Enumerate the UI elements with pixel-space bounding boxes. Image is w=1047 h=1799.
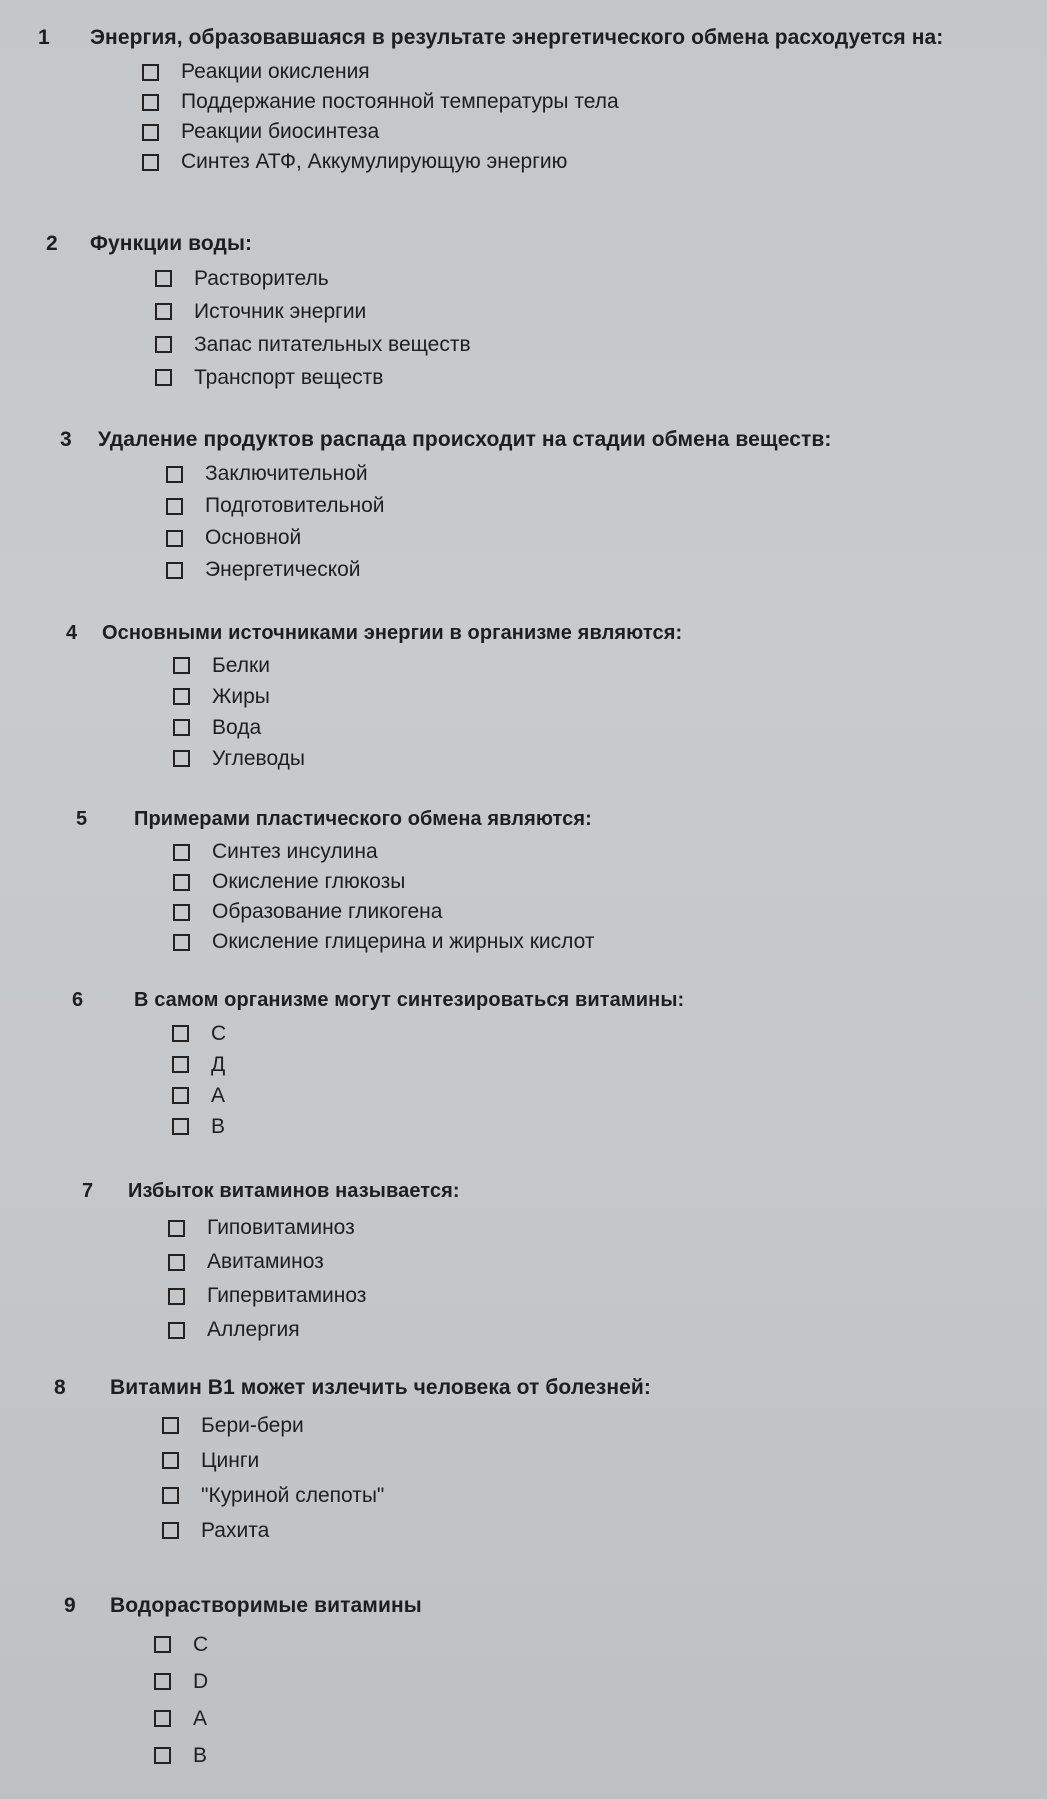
checkbox[interactable] <box>154 1673 171 1690</box>
option-4[interactable] <box>173 927 689 957</box>
option-2[interactable] <box>154 1663 512 1700</box>
question-1 <box>38 26 943 177</box>
option-label: Заключительной <box>205 462 368 485</box>
question-text: Примерами пластического обмена являются: <box>134 808 592 830</box>
option-3[interactable] <box>142 117 1047 147</box>
checkbox[interactable] <box>166 466 183 483</box>
question-3 <box>60 428 832 586</box>
question-2 <box>46 232 471 394</box>
checkbox[interactable] <box>142 64 159 81</box>
option-label: А <box>193 1706 208 1730</box>
option-4[interactable] <box>166 554 938 586</box>
checkbox[interactable] <box>173 904 190 921</box>
option-4[interactable] <box>172 1111 784 1142</box>
question-text: Удаление продуктов распада происходит на стадии обмена веществ: <box>98 428 832 451</box>
question-text: В самом организме могут синтезироваться витамины: <box>134 989 685 1011</box>
checkbox[interactable] <box>173 750 190 767</box>
question-4 <box>66 622 682 774</box>
question-header <box>54 1376 651 1400</box>
option-label: Синтез АТФ, Аккумулирующую энергию <box>181 150 568 173</box>
option-2[interactable] <box>142 87 1047 117</box>
option-label: Синтез инсулина <box>212 840 378 863</box>
options-list <box>162 1408 759 1548</box>
option-label: В <box>193 1743 208 1767</box>
option-label: "Куриной слепоты" <box>201 1483 385 1507</box>
option-1[interactable] <box>173 837 689 867</box>
checkbox[interactable] <box>173 934 190 951</box>
option-4[interactable] <box>173 743 789 774</box>
question-text: Избыток витаминов называется: <box>128 1180 460 1202</box>
option-label: Углеводы <box>212 746 306 770</box>
options-list <box>155 262 471 394</box>
option-4[interactable] <box>155 361 471 394</box>
options-list <box>168 1211 546 1347</box>
question-number: 8 <box>54 1376 66 1399</box>
option-label: Окисление глюкозы <box>212 870 406 893</box>
checkbox[interactable] <box>173 719 190 736</box>
question-number: 7 <box>82 1180 94 1202</box>
option-label: Гипервитаминоз <box>207 1284 367 1307</box>
checkbox[interactable] <box>168 1288 185 1305</box>
checkbox[interactable] <box>168 1220 185 1237</box>
option-label: Энергетической <box>205 558 361 581</box>
option-label: Д <box>211 1052 226 1076</box>
checkbox[interactable] <box>142 154 159 171</box>
question-7 <box>82 1180 460 1347</box>
option-label: Основной <box>205 526 302 549</box>
checkbox[interactable] <box>173 874 190 891</box>
option-3[interactable] <box>168 1279 546 1313</box>
option-label: Транспорт веществ <box>194 365 384 389</box>
option-4[interactable] <box>168 1313 546 1347</box>
option-label: D <box>193 1669 209 1693</box>
option-4[interactable] <box>142 147 1047 177</box>
checkbox[interactable] <box>155 303 172 320</box>
question-header <box>64 1594 422 1618</box>
option-1[interactable] <box>172 1018 784 1049</box>
options-list <box>172 1018 784 1142</box>
checkbox[interactable] <box>162 1487 179 1504</box>
option-3[interactable] <box>162 1478 759 1513</box>
question-number: 1 <box>38 26 50 49</box>
option-label: С <box>193 1632 209 1656</box>
option-label: Источник энергии <box>194 299 367 323</box>
option-label: Жиры <box>212 684 270 708</box>
question-header <box>66 622 682 645</box>
option-3[interactable] <box>172 1080 784 1111</box>
option-label: Поддержание постоянной температуры тела <box>181 90 619 113</box>
option-label: Рахита <box>201 1518 270 1542</box>
option-label: А <box>211 1083 226 1107</box>
checkbox[interactable] <box>155 270 172 287</box>
checkbox[interactable] <box>155 369 172 386</box>
checkbox[interactable] <box>154 1710 171 1727</box>
option-2[interactable] <box>173 681 789 712</box>
question-number: 9 <box>64 1594 76 1617</box>
checkbox[interactable] <box>166 562 183 579</box>
question-9 <box>64 1594 422 1774</box>
option-label: Подготовительной <box>205 494 385 517</box>
options-list <box>173 837 689 957</box>
question-6 <box>72 989 684 1142</box>
question-text: Витамин В1 может излечить человека от болезней: <box>110 1376 651 1399</box>
option-1[interactable] <box>155 262 471 295</box>
checkbox[interactable] <box>166 530 183 547</box>
checkbox[interactable] <box>168 1322 185 1339</box>
checkbox[interactable] <box>172 1087 189 1104</box>
option-label: Бери-бери <box>201 1413 304 1437</box>
options-list <box>142 57 1047 177</box>
question-5 <box>76 808 595 957</box>
checkbox[interactable] <box>154 1747 171 1764</box>
option-1[interactable] <box>173 650 789 681</box>
options-list <box>173 650 789 774</box>
checkbox[interactable] <box>168 1254 185 1271</box>
checkbox[interactable] <box>142 124 159 141</box>
option-label: Окисление глицерина и жирных кислот <box>212 930 595 953</box>
checkbox[interactable] <box>166 498 183 515</box>
option-label: В <box>211 1114 226 1138</box>
option-3[interactable] <box>154 1700 512 1737</box>
option-label: Образование гликогена <box>212 900 443 923</box>
question-number: 6 <box>72 989 84 1011</box>
option-label: Белки <box>212 653 270 677</box>
option-label: С <box>211 1021 227 1045</box>
question-number: 4 <box>66 622 78 644</box>
option-4[interactable] <box>154 1737 512 1774</box>
checkbox[interactable] <box>155 336 172 353</box>
checkbox[interactable] <box>162 1522 179 1539</box>
option-label: Вода <box>212 715 262 739</box>
checkbox[interactable] <box>154 1636 171 1653</box>
option-2[interactable] <box>162 1443 759 1478</box>
checkbox[interactable] <box>172 1056 189 1073</box>
question-header <box>76 808 592 831</box>
option-3[interactable] <box>166 522 938 554</box>
option-1[interactable] <box>166 458 938 490</box>
option-1[interactable] <box>168 1211 546 1245</box>
checkbox[interactable] <box>142 94 159 111</box>
option-3[interactable] <box>155 328 471 361</box>
question-header <box>60 428 832 452</box>
option-2[interactable] <box>168 1245 546 1279</box>
option-4[interactable] <box>162 1513 759 1548</box>
question-number: 5 <box>76 808 88 830</box>
question-text: Основными источниками энергии в организме являются: <box>102 622 683 644</box>
option-label: Цинги <box>201 1448 260 1472</box>
checkbox[interactable] <box>172 1118 189 1135</box>
option-3[interactable] <box>173 897 689 927</box>
question-text: Функции воды: <box>90 232 253 255</box>
option-1[interactable] <box>162 1408 759 1443</box>
option-2[interactable] <box>172 1049 784 1080</box>
option-1[interactable] <box>142 57 1047 87</box>
checkbox[interactable] <box>162 1452 179 1469</box>
option-2[interactable] <box>173 867 689 897</box>
question-number: 3 <box>60 428 72 451</box>
question-number: 2 <box>46 232 58 255</box>
checkbox[interactable] <box>162 1417 179 1434</box>
option-label: Растворитель <box>194 266 329 290</box>
option-label: Аллергия <box>207 1318 300 1341</box>
option-label: Гиповитаминоз <box>207 1216 355 1239</box>
option-2[interactable] <box>155 295 471 328</box>
option-label: Авитаминоз <box>207 1250 324 1273</box>
option-3[interactable] <box>173 712 789 743</box>
question-header <box>38 26 943 50</box>
question-header <box>82 1180 460 1203</box>
question-header <box>46 232 362 256</box>
option-label: Запас питательных веществ <box>194 332 471 356</box>
option-2[interactable] <box>166 490 938 522</box>
option-1[interactable] <box>154 1626 512 1663</box>
option-label: Реакции биосинтеза <box>181 120 380 143</box>
question-text: Водорастворимые витамины <box>110 1594 422 1617</box>
checkbox[interactable] <box>173 688 190 705</box>
options-list <box>166 458 938 586</box>
question-8 <box>54 1376 651 1548</box>
options-list <box>154 1626 512 1774</box>
question-text: Энергия, образовавшаяся в результате энергетического обмена расходуется на: <box>90 26 944 49</box>
question-header <box>72 989 684 1012</box>
checkbox[interactable] <box>173 844 190 861</box>
checkbox[interactable] <box>173 657 190 674</box>
option-label: Реакции окисления <box>181 60 370 83</box>
checkbox[interactable] <box>172 1025 189 1042</box>
